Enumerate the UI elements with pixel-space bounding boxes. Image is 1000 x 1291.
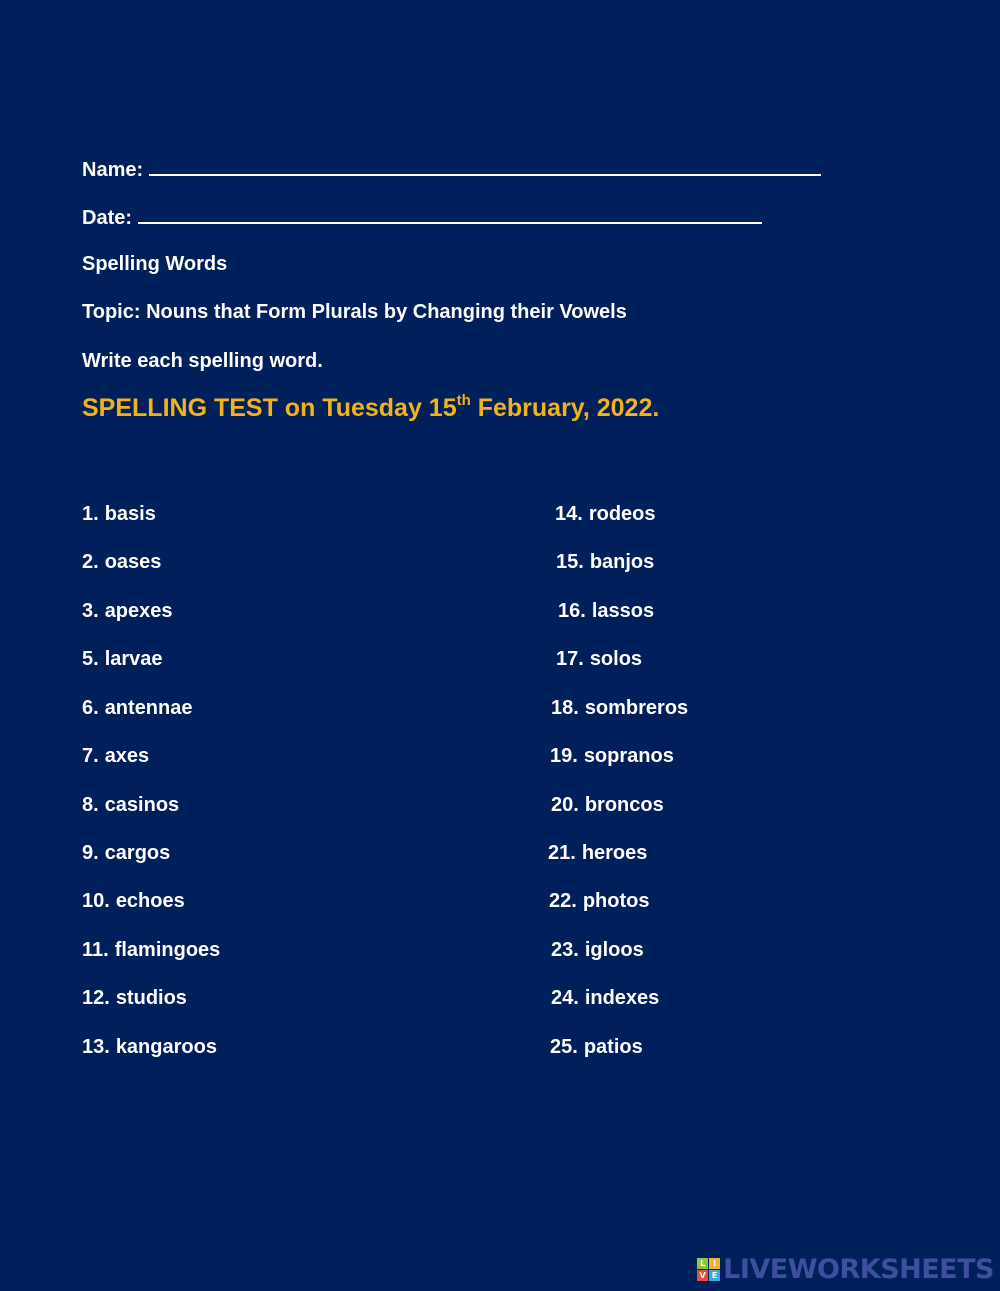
word-text: larvae <box>104 648 163 670</box>
logo-letter: V <box>697 1270 708 1281</box>
logo-letter: E <box>709 1270 720 1281</box>
instruction-line: Write each spelling word. <box>82 350 323 372</box>
test-title-prefix: SPELLING TEST on Tuesday 15 <box>82 394 457 422</box>
word-text: solos <box>589 648 643 670</box>
word-item <box>82 503 156 526</box>
word-text: photos <box>582 890 650 912</box>
word-number: 20. <box>551 794 579 816</box>
word-number: 15. <box>556 551 584 573</box>
word-number: 7. <box>82 745 99 767</box>
word-item <box>82 600 173 623</box>
word-number: 2. <box>82 551 99 573</box>
word-item <box>551 939 644 962</box>
word-text: lassos <box>591 600 655 622</box>
word-number: 9. <box>82 842 99 864</box>
word-text: kangaroos <box>115 1036 217 1058</box>
word-item <box>82 648 163 671</box>
word-text: heroes <box>581 842 648 864</box>
word-number: 25. <box>550 1036 578 1058</box>
word-text: antennae <box>104 697 193 719</box>
word-number: 12. <box>82 987 110 1009</box>
word-item <box>550 745 674 768</box>
word-number: 6. <box>82 697 99 719</box>
name-blank[interactable] <box>149 156 821 176</box>
liveworksheets-logo <box>697 1254 994 1285</box>
word-item <box>555 503 656 526</box>
date-line <box>82 204 762 230</box>
logo-text: LIVEWORKSHEETS <box>723 1254 994 1285</box>
word-text: oases <box>104 551 162 573</box>
word-number: 18. <box>551 697 579 719</box>
word-number: 3. <box>82 600 99 622</box>
word-item <box>556 551 654 574</box>
word-item <box>82 939 220 962</box>
word-item <box>556 648 642 671</box>
word-text: studios <box>115 987 187 1009</box>
topic-line: Topic: Nouns that Form Plurals by Changing their Vowels <box>82 301 627 323</box>
test-title-sup: th <box>456 392 471 409</box>
word-number: 16. <box>558 600 586 622</box>
word-item <box>551 987 659 1010</box>
word-number: 5. <box>82 648 99 670</box>
word-text: flamingoes <box>114 939 221 961</box>
word-text: banjos <box>589 551 655 573</box>
word-number: 17. <box>556 648 584 670</box>
word-text: igloos <box>584 939 644 961</box>
word-item <box>82 697 193 720</box>
word-number: 11. <box>82 939 109 961</box>
name-line <box>82 156 821 182</box>
word-text: apexes <box>104 600 173 622</box>
word-item <box>550 1036 643 1059</box>
word-item <box>82 890 185 913</box>
word-item <box>551 794 664 817</box>
word-number: 1. <box>82 503 99 525</box>
word-text: broncos <box>584 794 664 816</box>
word-item <box>548 842 647 865</box>
word-text: rodeos <box>588 503 656 525</box>
word-number: 24. <box>551 987 579 1009</box>
word-item <box>82 551 161 574</box>
word-text: indexes <box>584 987 660 1009</box>
logo-letter: I <box>709 1258 720 1269</box>
word-number: 21. <box>548 842 576 864</box>
word-item <box>551 697 688 720</box>
word-number: 13. <box>82 1036 110 1058</box>
word-item <box>82 745 149 768</box>
word-number: 14. <box>555 503 583 525</box>
date-label: Date: <box>82 207 133 229</box>
spelling-words-heading: Spelling Words <box>82 253 228 275</box>
date-blank[interactable] <box>138 204 762 224</box>
word-text: axes <box>104 745 150 767</box>
word-text: casinos <box>104 794 180 816</box>
word-number: 10. <box>82 890 110 912</box>
word-item <box>82 794 179 817</box>
word-text: sopranos <box>583 745 674 767</box>
word-number: 8. <box>82 794 99 816</box>
word-item <box>82 987 187 1010</box>
word-number: 19. <box>550 745 578 767</box>
word-text: basis <box>104 503 156 525</box>
test-title <box>82 394 659 423</box>
word-item <box>82 1036 217 1059</box>
word-text: patios <box>583 1036 643 1058</box>
word-text: cargos <box>104 842 171 864</box>
word-text: echoes <box>115 890 185 912</box>
word-number: 23. <box>551 939 579 961</box>
word-item <box>82 842 170 865</box>
logo-letter: L <box>697 1258 708 1269</box>
test-title-suffix: February, 2022. <box>470 394 660 422</box>
name-label: Name: <box>82 159 144 181</box>
word-item <box>558 600 654 623</box>
word-text: sombreros <box>584 697 689 719</box>
logo-grid-icon <box>697 1258 720 1281</box>
word-number: 22. <box>549 890 577 912</box>
word-item <box>549 890 649 913</box>
